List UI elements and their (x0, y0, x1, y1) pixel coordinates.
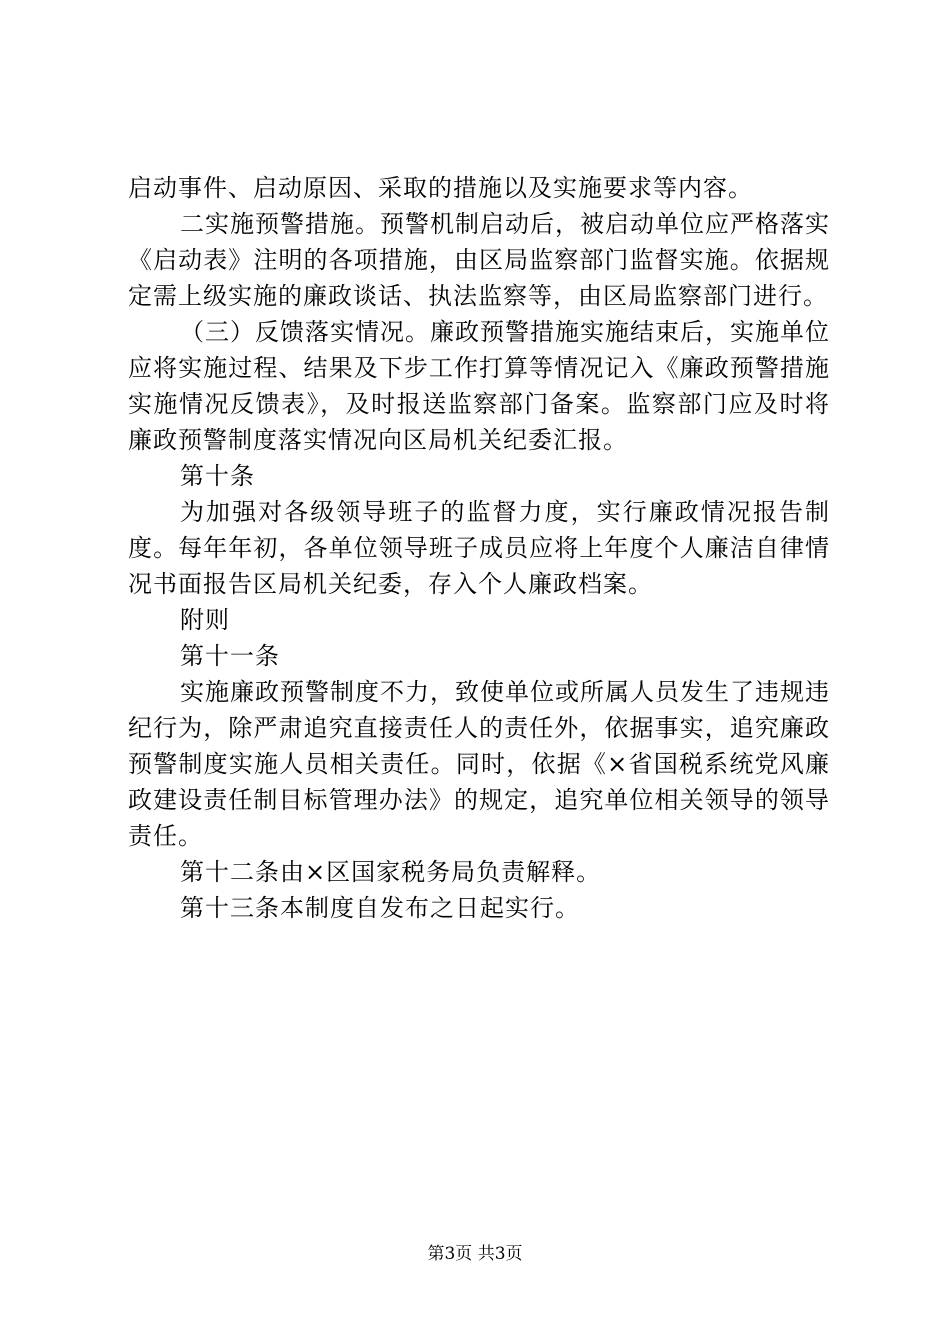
paragraph-1: 启动事件、启动原因、采取的措施以及实施要求等内容。 (128, 174, 753, 202)
page-number-label: 第3页 共3页 (427, 1244, 523, 1264)
paragraph-5: 为加强对各级领导班子的监督力度，实行廉政情况报告制度。每年年初，各单位领导班子成员应将上年度个人廉洁自律情况书面报告区局机关纪委，存入个人廉政档案。 (128, 498, 830, 598)
article-11-heading: 第十一条 (180, 642, 280, 670)
page-footer (0, 1242, 950, 1266)
article-13: 第十三条本制度自发布之日起实行。 (180, 894, 580, 922)
article-12: 第十二条由×区国家税务局负责解释。 (180, 858, 602, 886)
document-body (128, 170, 830, 926)
paragraph-8: 实施廉政预警制度不力，致使单位或所属人员发生了违规违纪行为，除严肃追究直接责任人的责任外，依据事实，追究廉政预警制度实施人员相关责任。同时，依据《×省国税系统党风廉政建设责任制目标管理办法》的规定，追究单位相关领导的领导责任。 (128, 678, 830, 850)
appendix-heading: 附则 (180, 606, 230, 634)
paragraph-2: 二实施预警措施。预警机制启动后，被启动单位应严格落实《启动表》注明的各项措施，由区局监察部门监督实施。依据规定需上级实施的廉政谈话、执法监察等，由区局监察部门进行。 (128, 210, 830, 310)
paragraph-3: （三）反馈落实情况。廉政预警措施实施结束后，实施单位应将实施过程、结果及下步工作打算等情况记入《廉政预警措施实施情况反馈表》，及时报送监察部门备案。监察部门应及时将廉政预警制度落实情况向区局机关纪委汇报。 (128, 318, 830, 454)
article-10-heading: 第十条 (180, 462, 255, 490)
